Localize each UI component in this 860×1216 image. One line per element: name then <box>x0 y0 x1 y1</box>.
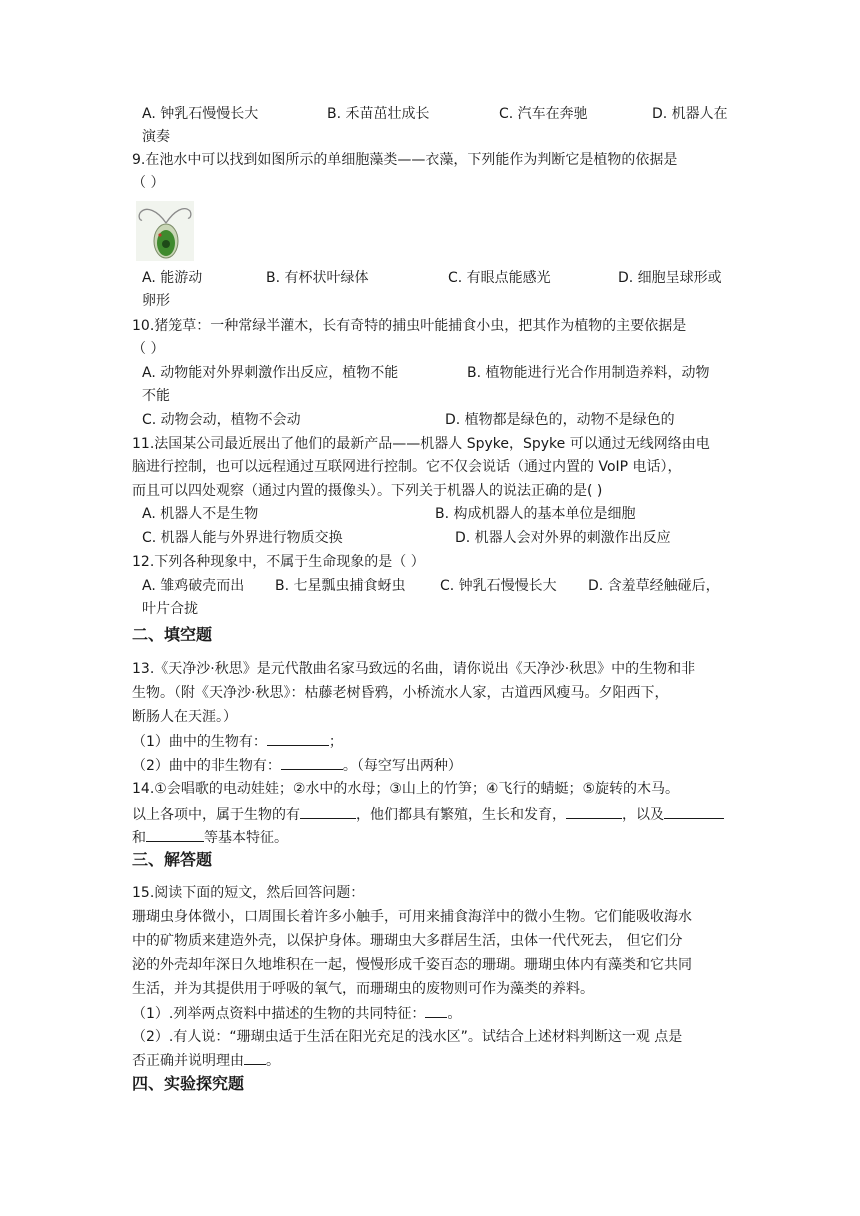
q10-option-b[interactable]: B. 植物能进行光合作用制造养料，动物 <box>467 365 710 381</box>
q9-stem: 9.在池水中可以找到如图所示的单细胞藻类——衣藻，下列能作为判断它是植物的依据是 <box>132 152 678 168</box>
q13-stem-line-3: 断肠人在天涯。） <box>132 709 237 725</box>
q14-answer-blank-4[interactable] <box>146 826 204 842</box>
q15-passage-line-3: 泌的外壳却年深日久地堆积在一起，慢慢形成千姿百态的珊瑚。珊瑚虫体内有藻类和它共同 <box>132 957 692 973</box>
q14-answer-blank-2[interactable] <box>566 803 622 819</box>
chlamydomonas-illustration <box>136 201 194 261</box>
q11-stem-line-3: 而且可以四处观察（通过内置的摄像头）。下列关于机器人的说法正确的是( ) <box>132 483 603 499</box>
q10-paren: （ ） <box>132 341 165 357</box>
q11-stem-line-1: 11.法国某公司最近展出了他们的最新产品——机器人 Spyke，Spyke 可以通过无线网络由电 <box>132 436 710 452</box>
chlamydomonas-figure <box>136 201 194 261</box>
q10-option-d[interactable]: D. 植物都是绿色的，动物不是绿色的 <box>445 412 675 428</box>
q8-option-c[interactable]: C. 汽车在奔驰 <box>499 106 588 122</box>
q11-option-b[interactable]: B. 构成机器人的基本单位是细胞 <box>435 506 636 522</box>
q12-option-d[interactable]: D. 含羞草经触碰后， <box>588 578 720 594</box>
q13-part-1-label: （1）曲中的生物有： <box>132 734 267 750</box>
section-heading-experiment: 四、实验探究题 <box>132 1074 245 1093</box>
q13-answer-blank-2[interactable] <box>281 754 343 770</box>
q9-option-d[interactable]: D. 细胞呈球形或 <box>618 270 722 286</box>
q12-option-c[interactable]: C. 钟乳石慢慢长大 <box>440 578 557 594</box>
q15-part-2-line-2 <box>132 1049 280 1071</box>
q14-text-a: 以上各项中，属于生物的有 <box>132 807 300 823</box>
q13-part-2-label: （2）曲中的非生物有： <box>132 758 281 774</box>
q8-option-a[interactable]: A. 钟乳石慢慢长大 <box>142 106 259 122</box>
q14-stem-line-1: 14.①会唱歌的电动娃娃；②水中的水母；③山上的竹笋；④飞行的蜻蜓；⑤旋转的木马。 <box>132 781 680 797</box>
q11-stem-line-2: 脑进行控制，也可以远程通过互联网进行控制。它不仅会说话（通过内置的 VoIP 电话）， <box>132 459 682 475</box>
q15-passage-line-4: 生活，并为其提供用于呼吸的氧气，而珊瑚虫的废物则可作为藻类的养料。 <box>132 981 594 997</box>
q9-option-b[interactable]: B. 有杯状叶绿体 <box>266 270 369 286</box>
q10-option-b-continued: 不能 <box>142 388 170 404</box>
q15-part-2-label: 否正确并说明理由 <box>132 1053 244 1069</box>
q15-answer-blank-2[interactable] <box>244 1049 266 1065</box>
q12-option-b[interactable]: B. 七星瓢虫捕食蚜虫 <box>275 578 406 594</box>
q14-text-b: ，他们都具有繁殖，生长和发育， <box>356 807 566 823</box>
q9-option-d-continued: 卵形 <box>142 293 170 309</box>
q11-option-a[interactable]: A. 机器人不是生物 <box>142 506 259 522</box>
q10-option-c[interactable]: C. 动物会动，植物不会动 <box>142 412 301 428</box>
q10-option-a[interactable]: A. 动物能对外界刺激作出反应，植物不能 <box>142 365 399 381</box>
q8-option-d-continued: 演奏 <box>142 129 170 145</box>
q15-part-2-suffix: 。 <box>266 1053 280 1069</box>
section-heading-fill-in: 二、填空题 <box>132 625 213 644</box>
q11-option-c[interactable]: C. 机器人能与外界进行物质交换 <box>142 530 343 546</box>
q14-stem-line-2 <box>132 803 724 825</box>
q13-stem-line-2: 生物。（附《天净沙·秋思》：枯藤老树昏鸦，小桥流水人家，古道西风瘦马。夕阳西下， <box>132 685 669 701</box>
q15-part-1 <box>132 1002 461 1024</box>
q14-answer-blank-3[interactable] <box>664 803 724 819</box>
q14-text-e: 等基本特征。 <box>204 830 288 846</box>
q9-option-a[interactable]: A. 能游动 <box>142 270 203 286</box>
q13-part-2 <box>132 754 462 776</box>
q13-part-2-suffix: 。（每空写出两种） <box>342 758 462 774</box>
q9-option-c[interactable]: C. 有眼点能感光 <box>448 270 551 286</box>
q13-answer-blank-1[interactable] <box>267 730 329 746</box>
q15-part-2: （2）.有人说：“珊瑚虫适于生活在阳光充足的浅水区”。试结合上述材料判断这一观 点是 <box>132 1029 683 1045</box>
q14-text-d: 和 <box>132 830 146 846</box>
q15-passage-line-1: 珊瑚虫身体微小，口周围长着许多小触手，可用来捕食海洋中的微小生物。它们能吸收海水 <box>132 909 692 925</box>
q11-option-d[interactable]: D. 机器人会对外界的刺激作出反应 <box>455 530 671 546</box>
q14-text-c: ，以及 <box>622 807 664 823</box>
q8-option-d[interactable]: D. 机器人在 <box>652 106 728 122</box>
q15-intro: 15.阅读下面的短文，然后回答问题： <box>132 885 365 901</box>
q8-option-b[interactable]: B. 禾苗茁壮成长 <box>327 106 430 122</box>
q15-part-1-suffix: 。 <box>447 1006 462 1022</box>
q12-option-a[interactable]: A. 雏鸡破壳而出 <box>142 578 245 594</box>
q13-stem-line-1: 13.《天净沙·秋思》是元代散曲名家马致远的名曲，请你说出《天净沙·秋思》中的生物和非 <box>132 661 696 677</box>
q12-option-d-continued: 叶片合拢 <box>142 601 198 617</box>
q12-stem: 12.下列各种现象中，不属于生命现象的是（ ） <box>132 554 425 570</box>
q13-part-1 <box>132 730 343 752</box>
q9-paren: （ ） <box>132 175 165 191</box>
q13-part-1-suffix: ； <box>328 734 343 750</box>
section-heading-answer: 三、解答题 <box>132 850 213 869</box>
q10-stem: 10.猪笼草：一种常绿半灌木，长有奇特的捕虫叶能捕食小虫，把其作为植物的主要依据是 <box>132 318 687 334</box>
q14-answer-blank-1[interactable] <box>300 803 356 819</box>
q15-part-1-label: （1）.列举两点资料中描述的生物的共同特征： <box>132 1006 426 1022</box>
q15-answer-blank-1[interactable] <box>425 1002 447 1018</box>
q14-stem-line-3 <box>132 826 288 848</box>
q15-passage-line-2: 中的矿物质来建造外壳，以保护身体。珊瑚虫大多群居生活，虫体一代代死去， 但它们分 <box>132 933 683 949</box>
